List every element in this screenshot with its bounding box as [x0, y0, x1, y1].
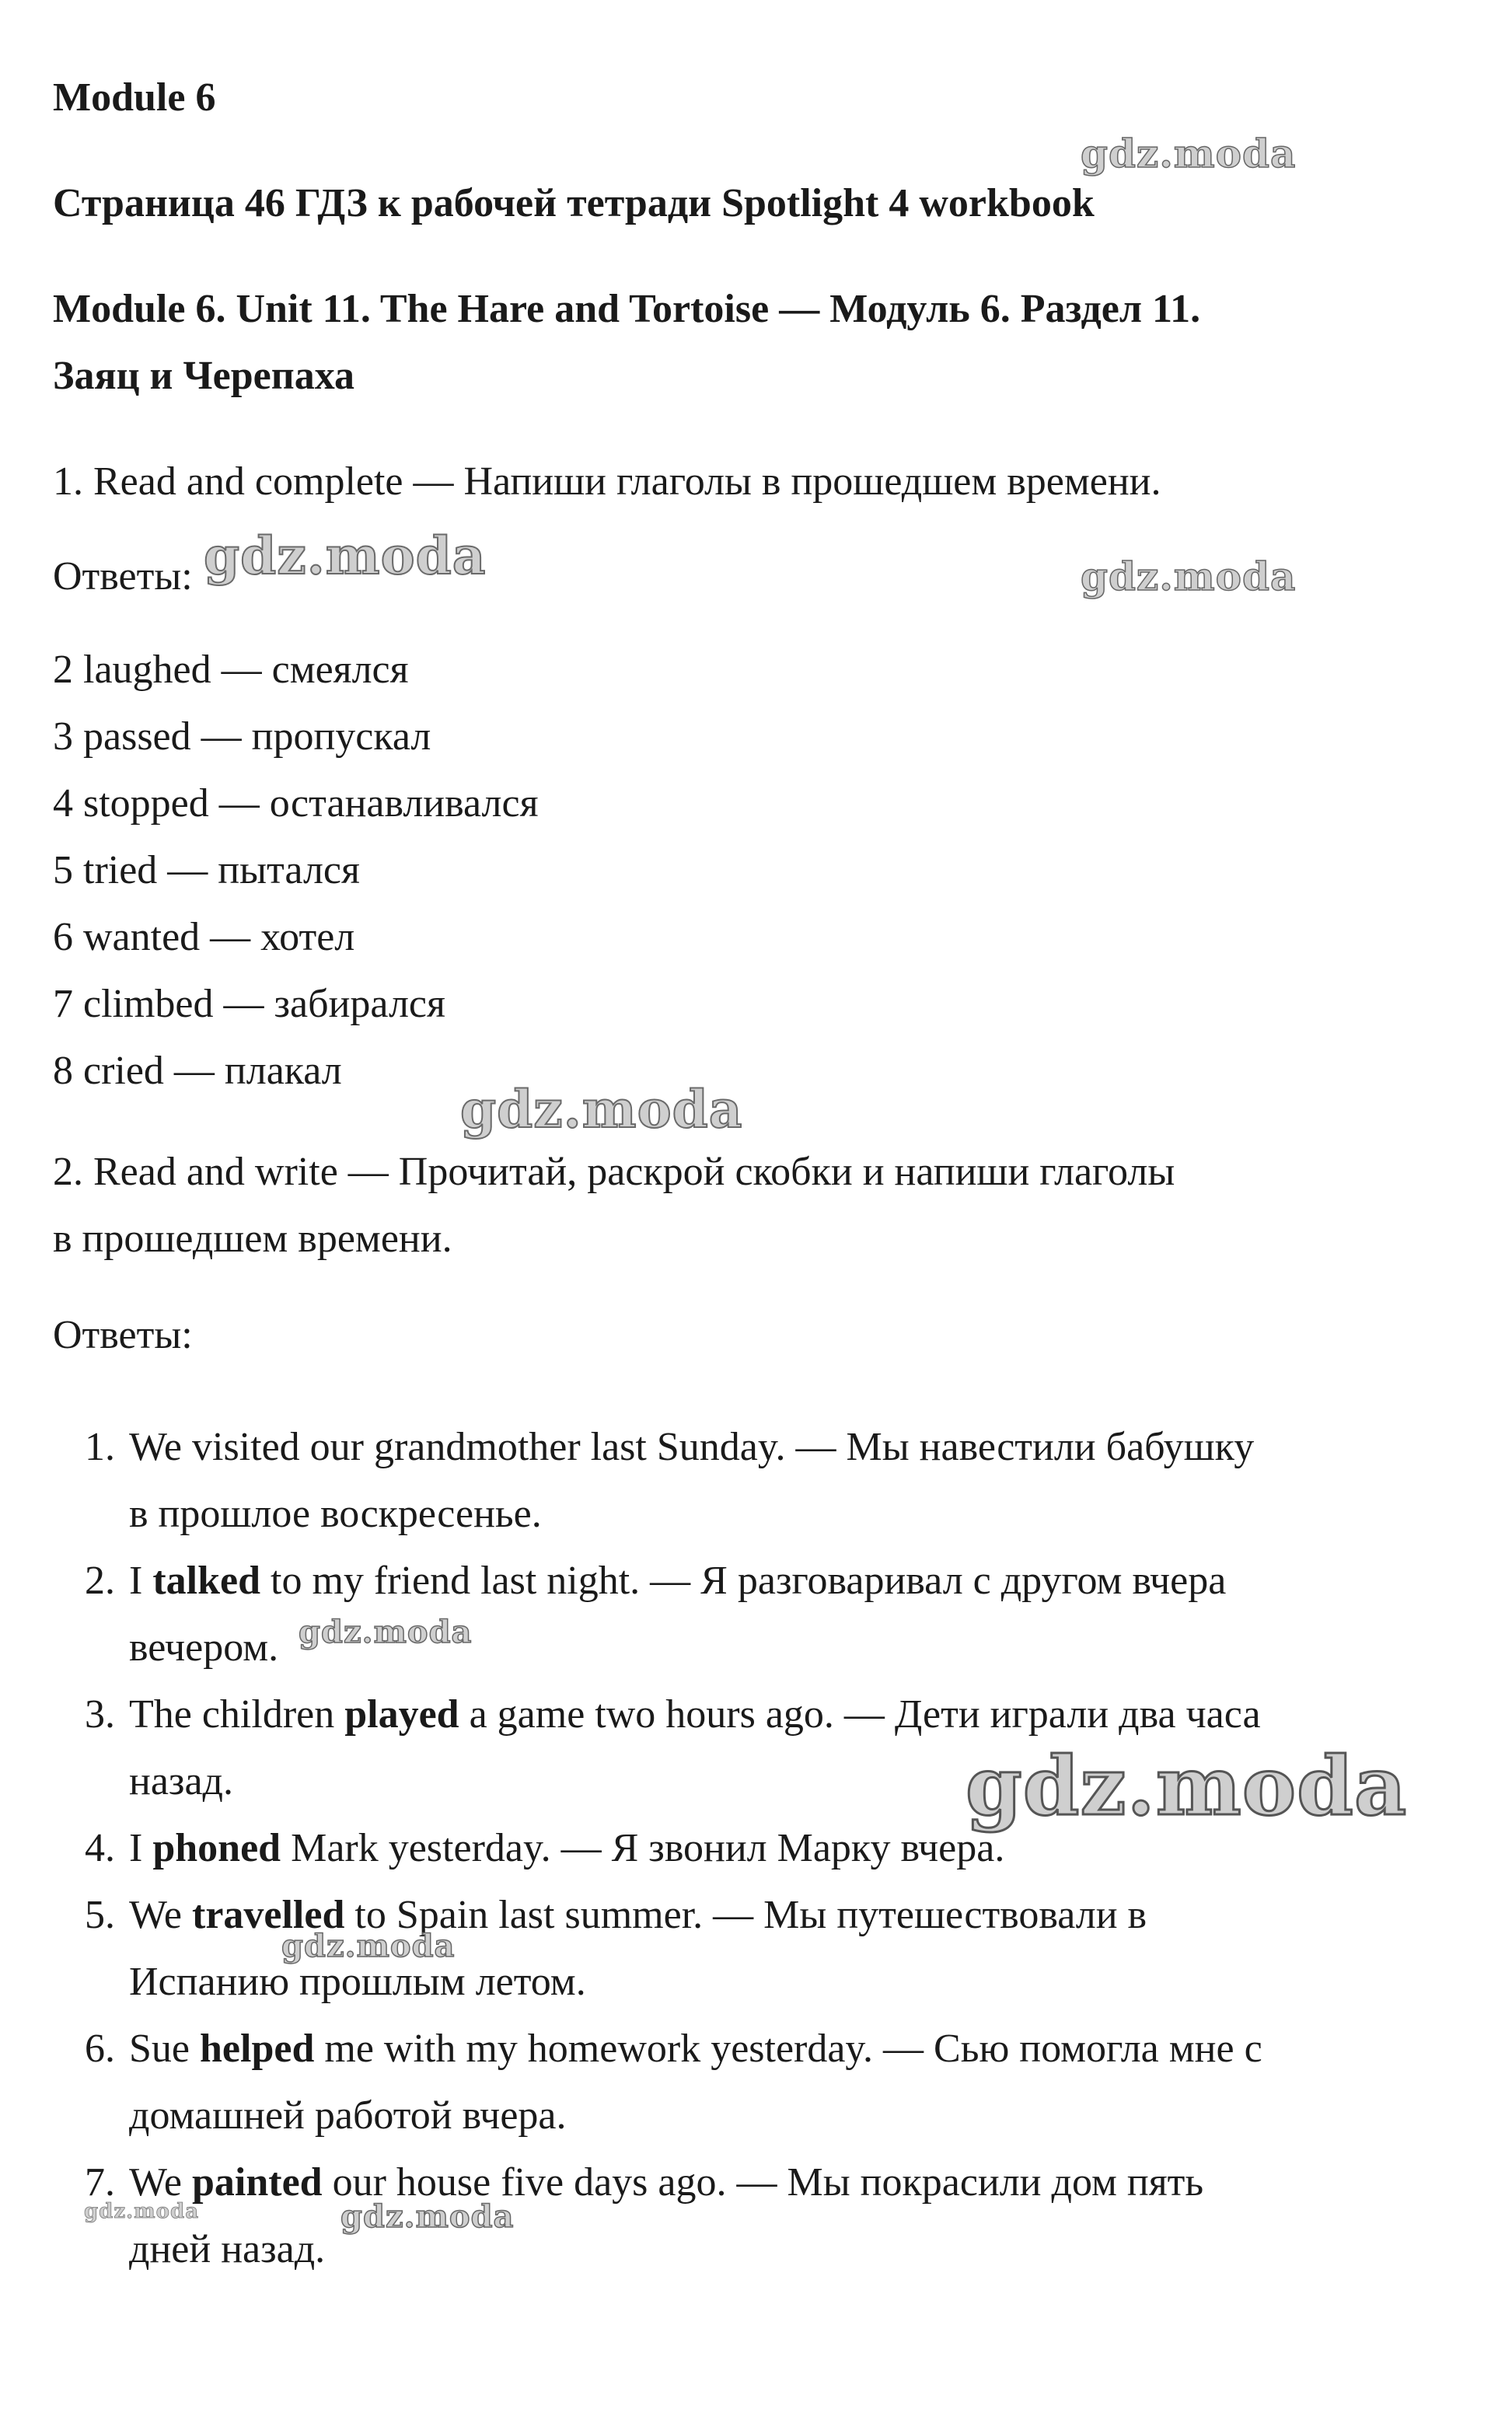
list-item-number: 6. — [85, 2027, 115, 2071]
task1-answers-label: Ответы: — [53, 554, 193, 599]
task2-instruction-line1: 2. Read and write — Прочитай, раскрой скобки и напиши глаголы — [53, 1150, 1175, 1194]
watermark-logo: gdz.moda — [966, 1738, 1408, 1834]
item-verb: played — [344, 1692, 459, 1737]
item-verb: helped — [200, 2027, 315, 2071]
item-verb: travelled — [192, 1893, 345, 1937]
task1-answer: 3 passed — пропускал — [53, 714, 431, 759]
item-text-pre: Sue — [129, 2027, 200, 2071]
watermark-logo: gdz.moda — [204, 525, 487, 586]
list-item-continuation: дней назад. — [129, 2227, 326, 2271]
list-item-continuation: назад. — [129, 1759, 233, 1803]
list-item-number: 4. — [85, 1826, 115, 1870]
list-item — [129, 1424, 1254, 1470]
list-item — [129, 1825, 1004, 1871]
unit-title-line1: Module 6. Unit 11. The Hare and Tortoise — Модуль 6. Раздел 11. — [53, 287, 1201, 331]
watermark-logo: gdz.moda — [281, 1928, 456, 1964]
item-text-pre: I — [129, 1559, 153, 1603]
item-text-post: a game two hours ago. — Дети играли два часа — [459, 1692, 1261, 1737]
item-verb: phoned — [152, 1826, 281, 1870]
watermark-logo: gdz.moda — [84, 2200, 200, 2223]
item-text-pre: We visited our grandmother last Sunday. — Мы навестили бабушку — [129, 1425, 1255, 1469]
task1-answer: 5 tried — пытался — [53, 848, 360, 892]
item-verb: painted — [192, 2160, 323, 2205]
watermark-logo: gdz.moda — [340, 2198, 515, 2235]
task1-instruction: 1. Read and complete — Напиши глаголы в прошедшем времени. — [53, 459, 1161, 504]
page-title: Страница 46 ГДЗ к рабочей тетради Spotlight 4 workbook — [53, 181, 1095, 225]
watermark-logo: gdz.moda — [1081, 131, 1297, 176]
task1-answer: 2 laughed — смеялся — [53, 648, 409, 692]
list-item-continuation: Испанию прошлым летом. — [129, 1960, 586, 2004]
list-item — [129, 2026, 1262, 2072]
list-item-number: 2. — [85, 1559, 115, 1603]
list-item-number: 7. — [85, 2160, 115, 2205]
list-item-number: 5. — [85, 1893, 115, 1937]
item-text-post: me with my homework yesterday. — Сью помогла мне с — [314, 2027, 1262, 2071]
list-item-continuation: вечером. — [129, 1625, 279, 1670]
item-text-pre: We — [129, 1893, 192, 1937]
list-item-continuation: домашней работой вчера. — [129, 2093, 567, 2138]
item-text-post: to Spain last summer. — Мы путешествовали в — [344, 1893, 1147, 1937]
task1-answer: 7 climbed — забирался — [53, 982, 445, 1026]
module-heading: Module 6 — [53, 75, 216, 120]
task1-answer: 6 wanted — хотел — [53, 915, 355, 959]
item-text-post: to my friend last night. — Я разговаривал с другом вчера — [260, 1559, 1227, 1603]
task1-answer: 4 stopped — останавливался — [53, 781, 539, 826]
item-verb: talked — [152, 1559, 261, 1603]
list-item-number: 3. — [85, 1692, 115, 1737]
item-text-pre: I — [129, 1826, 153, 1870]
list-item — [129, 2159, 1203, 2205]
item-text-post: Mark yesterday. — Я звонил Марку вчера. — [281, 1826, 1005, 1870]
list-item-continuation: в прошлое воскресенье. — [129, 1492, 542, 1536]
item-text-post: our house five days ago. — Мы покрасили дом пять — [322, 2160, 1204, 2205]
list-item — [129, 1558, 1226, 1604]
item-text-pre: The children — [129, 1692, 345, 1737]
task2-instruction-line2: в прошедшем времени. — [53, 1217, 452, 1261]
watermark-logo: gdz.moda — [460, 1079, 743, 1140]
task1-answer: 8 cried — плакал — [53, 1049, 342, 1093]
watermark-logo: gdz.moda — [1081, 553, 1297, 599]
list-item — [129, 1692, 1261, 1737]
list-item-number: 1. — [85, 1425, 115, 1469]
watermark-logo: gdz.moda — [299, 1614, 473, 1650]
unit-title-line2: Заяц и Черепаха — [53, 354, 355, 398]
task2-answers-label: Ответы: — [53, 1313, 193, 1357]
item-text-pre: We — [129, 2160, 192, 2205]
